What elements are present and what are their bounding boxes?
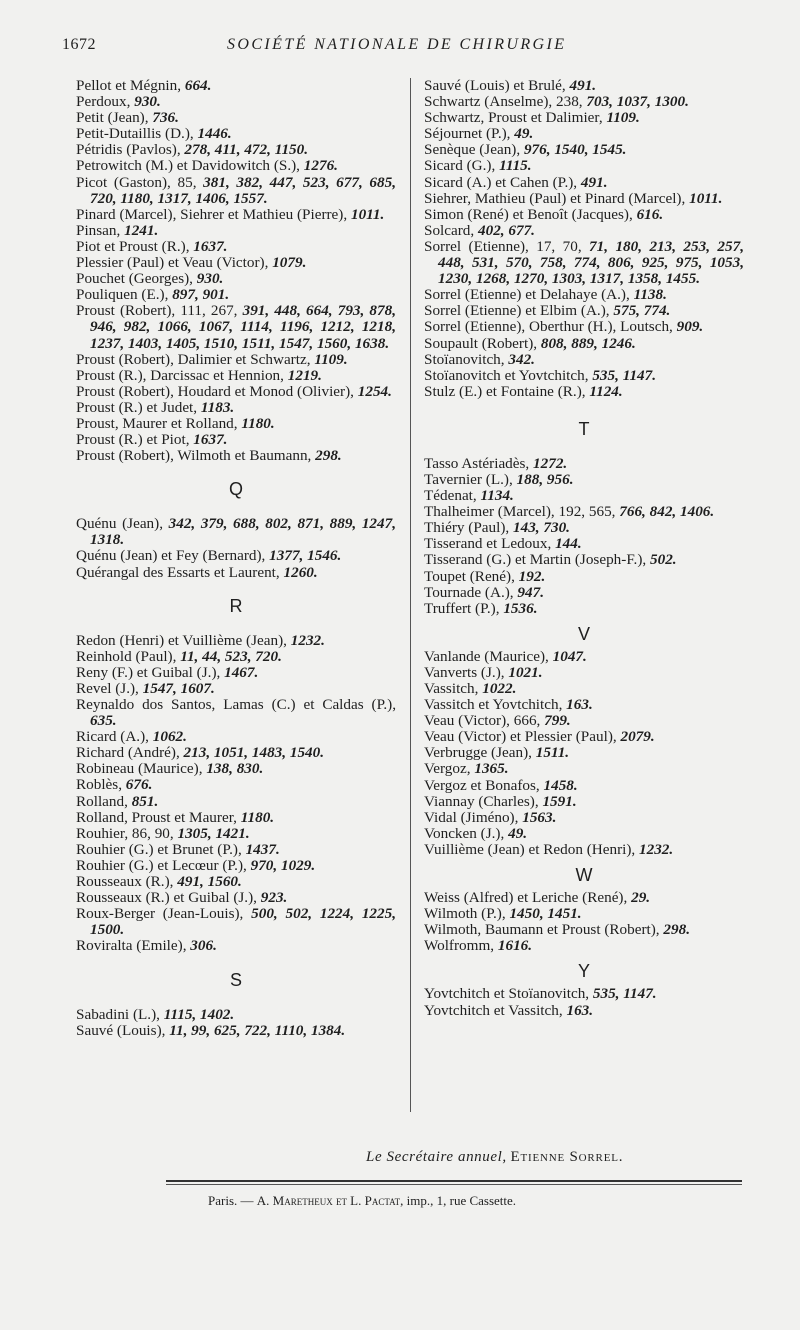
index-entry [424, 158, 744, 174]
entry-page-refs: 49. [508, 824, 528, 842]
entry-page-refs: 1450, 1451. [509, 905, 582, 923]
index-entry [424, 488, 744, 504]
section-letter: Y [577, 961, 590, 982]
entry-author: Proust (R.) et Piot, [76, 431, 194, 449]
index-entry [76, 681, 396, 697]
entry-page-refs: 1062. [152, 728, 187, 746]
entry-author: Séjournet (P.), [424, 125, 515, 143]
entry-page-refs: 1180. [240, 808, 275, 826]
section-letter: Q [228, 479, 243, 500]
entry-author: Tédenat, [424, 487, 481, 505]
entry-page-refs: 1536. [503, 599, 538, 617]
entry-author: Wolfromm, [424, 937, 498, 955]
entry-page-refs: 502. [650, 551, 677, 569]
entry-page-refs: 616. [636, 205, 664, 223]
entry-page-refs: 491. [580, 173, 608, 191]
entry-page-refs: 1219. [287, 366, 322, 384]
entry-author: Weiss (Alfred) et Leriche (René), [424, 889, 632, 907]
signature [366, 1149, 623, 1166]
entry-author: Pouchet (Georges), [76, 270, 197, 288]
index-entry [424, 191, 744, 207]
entry-author: Pinsan, [76, 221, 125, 239]
entry-page-refs: 947. [517, 583, 544, 601]
entry-page-refs: 1458. [543, 776, 578, 794]
entry-page-refs: 163. [566, 1001, 594, 1019]
entry-page-refs: 188, 956. [516, 470, 574, 488]
entry-author: Vanlande (Maurice), [424, 647, 553, 665]
index-entry [76, 352, 396, 368]
entry-page-refs: 11, 99, 625, 722, 1110, 1384. [169, 1021, 346, 1039]
entry-page-refs: 1254. [357, 382, 392, 400]
entry-author: Pouliquen (E.), [76, 286, 173, 304]
section-letter: W [575, 865, 593, 886]
entry-page-refs: 402, 677. [478, 221, 535, 239]
entry-author: Quénu (Jean) et Fey (Bernard), [76, 547, 270, 565]
index-entry [76, 649, 396, 665]
index-entry [424, 368, 744, 384]
entry-author: Quénu (Jean), [76, 515, 169, 533]
entry-page-refs: 1124. [589, 382, 623, 400]
index-entry [76, 810, 396, 826]
entry-page-refs: 1138. [633, 286, 667, 304]
entry-author: Vidal (Jiméno), [424, 808, 523, 826]
index-entry [76, 874, 396, 890]
index-entry [76, 223, 396, 239]
index-entry [76, 665, 396, 681]
entry-page-refs: 1232. [639, 840, 674, 858]
entry-page-refs: 1011. [350, 205, 385, 223]
entry-page-refs: 1022. [482, 680, 517, 697]
index-entry [76, 794, 396, 810]
entry-page-refs: 138, 830. [206, 760, 264, 778]
entry-page-refs: 1437. [245, 840, 280, 858]
entry-author: Thalheimer (Marcel), 192, 565, [424, 503, 620, 521]
entry-author: Simon (René) et Benoît (Jacques), [424, 205, 637, 223]
entry-author: Sauvé (Louis) et Brulé, [424, 77, 570, 94]
section-letter: V [577, 623, 590, 644]
entry-author: Sorrel (Etienne), 17, 70, [424, 237, 590, 255]
entry-author: Ricard (A.), [76, 728, 153, 746]
entry-author: Vassitch, [424, 680, 483, 697]
entry-page-refs: 1180. [241, 414, 275, 432]
index-entry [424, 110, 744, 126]
entry-page-refs: 1616. [497, 937, 533, 955]
entry-page-refs: 491. [569, 77, 597, 94]
entry-author: Rouhier, 86, 90, [76, 824, 178, 842]
entry-page-refs: 1021. [508, 663, 543, 681]
entry-author: Proust (R.), Darcissac et Hennion, [76, 366, 288, 384]
entry-page-refs: 1241. [124, 221, 159, 239]
index-entry [76, 565, 396, 581]
entry-author: Verbrugge (Jean), [424, 744, 536, 762]
index-entry [424, 207, 744, 223]
entry-author: Rousseaux (R.), [76, 873, 178, 891]
entry-page-refs: 976, 1540, 1545. [523, 141, 627, 159]
entry-author: Rolland, Proust et Maurer, [76, 808, 241, 826]
index-entry [76, 777, 396, 793]
index-entry [76, 158, 396, 174]
entry-author: Petrowitch (M.) et Davidowitch (S.), [76, 157, 304, 175]
entry-author: Pinard (Marcel), Siehrer et Mathieu (Pierre), [76, 205, 351, 223]
entry-author: Sorrel (Etienne), Oberthur (H.), Loutsch, [424, 318, 677, 336]
footer-rule-thick [166, 1180, 742, 1182]
entry-page-refs: 1047. [552, 647, 587, 665]
index-entry [424, 94, 744, 110]
index-entry [424, 142, 744, 158]
entry-page-refs: 192. [518, 567, 546, 585]
entry-page-refs: 1011. [689, 189, 723, 207]
entry-author: Vassitch et Yovtchitch, [424, 696, 567, 714]
entry-author: Tasso Astériadès, [424, 454, 534, 472]
index-entry [424, 697, 744, 713]
entry-author: Plessier (Paul) et Veau (Victor), [76, 254, 273, 272]
index-entry [76, 400, 396, 416]
entry-author: Sabadini (L.), [76, 1005, 164, 1023]
entry-page-refs: 342, 379, 688, 802, 871, 889, 1247, 1318. [90, 515, 397, 549]
entry-page-refs: 1134. [480, 487, 514, 505]
imprint-suffix: , imp., 1, rue Cassette. [400, 1193, 517, 1208]
entry-author: Proust (Robert), Dalimier et Schwartz, [76, 350, 315, 368]
entry-author: Reinhold (Paul), [76, 647, 181, 665]
index-entry [424, 601, 744, 617]
index-entry [76, 94, 396, 110]
index-entry [76, 1007, 396, 1023]
entry-page-refs: 1272. [533, 454, 568, 472]
section-letter: R [229, 595, 243, 616]
entry-author: Petit-Dutaillis (D.), [76, 125, 198, 143]
entry-page-refs: 1467. [224, 663, 259, 681]
page-number: 1672 [62, 36, 96, 53]
entry-author: Yovtchitch et Stoïanovitch, [424, 985, 593, 1003]
entry-page-refs: 635. [90, 712, 117, 730]
entry-author: Piot et Proust (R.), [76, 237, 194, 255]
entry-author: Senèque (Jean), [424, 141, 524, 159]
entry-author: Sorrel (Etienne) et Delahaye (A.), [424, 286, 634, 304]
index-entry [424, 239, 744, 287]
index-entry [424, 729, 744, 745]
index-entry [76, 729, 396, 745]
index-entry [424, 938, 744, 954]
section-letter: S [229, 969, 242, 990]
index-entry [76, 697, 396, 729]
index-entry [424, 810, 744, 826]
entry-page-refs: 1591. [542, 792, 577, 810]
entry-page-refs: 676. [125, 776, 153, 794]
index-entry [76, 548, 396, 564]
entry-page-refs: 930. [196, 270, 224, 288]
index-entry [424, 681, 744, 697]
entry-page-refs: 1232. [290, 631, 325, 649]
entry-author: Roviralta (Emile), [76, 937, 191, 955]
entry-author: Siehrer, Mathieu (Paul) et Pinard (Marcel), [424, 189, 690, 207]
entry-page-refs: 500, 502, 1224, 1225, 1500. [90, 905, 396, 939]
entry-author: Pétridis (Pavlos), [76, 141, 185, 159]
index-entry [76, 175, 396, 207]
entry-author: Schwartz, Proust et Dalimier, [424, 109, 607, 127]
entry-page-refs: 1109. [606, 109, 640, 127]
index-entry [424, 890, 744, 906]
entry-page-refs: 143, 730. [513, 519, 570, 537]
entry-page-refs: 1547, 1607. [142, 679, 215, 697]
entry-author: Petit (Jean), [76, 109, 153, 127]
index-entry [424, 1003, 744, 1019]
entry-page-refs: 1637. [193, 237, 228, 255]
entry-author: Tisserand (G.) et Martin (Joseph-F.), [424, 551, 651, 569]
entry-author: Toupet (René), [424, 567, 519, 585]
printer-imprint [208, 1193, 516, 1209]
entry-author: Tavernier (L.), [424, 470, 517, 488]
entry-page-refs: 1365. [474, 760, 509, 778]
index-entry [76, 384, 396, 400]
entry-author: Wilmoth, Baumann et Proust (Robert), [424, 921, 664, 939]
index-entry [76, 516, 396, 548]
index-entry [424, 175, 744, 191]
entry-page-refs: 298. [663, 921, 690, 939]
index-entry [76, 826, 396, 842]
index-entry [424, 794, 744, 810]
index-entry [76, 287, 396, 303]
index-entry [76, 858, 396, 874]
entry-author: Rousseaux (R.) et Guibal (J.), [76, 889, 261, 907]
entry-page-refs: 1260. [283, 563, 318, 581]
index-entry [76, 633, 396, 649]
entry-page-refs: 1305, 1421. [177, 824, 250, 842]
entry-page-refs: 71, 180, 213, 253, 257, 448, 531, 570, 758, 774, 806, 925, 975, 1053, 1230, 1268, 1270, 1303, 1317, 1358, 1455. [438, 237, 744, 288]
entry-page-refs: 736. [152, 109, 179, 127]
index-entry [424, 504, 744, 520]
index-entry [424, 922, 744, 938]
index-entry [424, 649, 744, 665]
entry-page-refs: 851. [131, 792, 159, 810]
index-entry [76, 207, 396, 223]
entry-page-refs: 909. [676, 318, 704, 336]
index-entry [424, 384, 744, 400]
entry-author: Proust (Robert), Houdard et Monod (Olivier), [76, 382, 358, 400]
entry-page-refs: 306. [190, 937, 217, 955]
entry-author: Rolland, [76, 792, 132, 810]
entry-author: Vanverts (J.), [424, 663, 509, 681]
entry-author: Schwartz (Anselme), 238, [424, 93, 587, 111]
entry-author: Sauvé (Louis), [76, 1021, 170, 1039]
index-entry [424, 303, 744, 319]
entry-page-refs: 1446. [197, 125, 232, 143]
footer-rule-thin [166, 1184, 742, 1185]
entry-author: Voncken (J.), [424, 824, 509, 842]
signature-name: Etienne Sorrel. [510, 1149, 624, 1165]
index-entry [424, 745, 744, 761]
entry-page-refs: 799. [544, 712, 571, 730]
entry-author: Robineau (Maurice), [76, 760, 207, 778]
index-entry [76, 745, 396, 761]
index-entry [76, 255, 396, 271]
entry-author: Redon (Henri) et Vuillième (Jean), [76, 631, 291, 649]
entry-author: Sicard (G.), [424, 157, 500, 175]
index-entry [76, 890, 396, 906]
entry-author: Revel (J.), [76, 679, 143, 697]
entry-author: Thiéry (Paul), [424, 519, 513, 537]
entry-author: Solcard, [424, 221, 478, 239]
entry-author: Reny (F.) et Guibal (J.), [76, 663, 225, 681]
entry-page-refs: 923. [260, 889, 288, 907]
index-entry [76, 368, 396, 384]
entry-author: Proust (R.) et Judet, [76, 398, 201, 416]
index-entry [424, 585, 744, 601]
entry-page-refs: 1079. [272, 254, 307, 272]
entry-author: Vuillième (Jean) et Redon (Henri), [424, 840, 640, 858]
entry-author: Tournade (A.), [424, 583, 518, 601]
entry-page-refs: 1563. [522, 808, 557, 826]
index-entry [424, 826, 744, 842]
entry-author: Sicard (A.) et Cahen (P.), [424, 173, 581, 191]
index-entry [424, 319, 744, 335]
index-entry [76, 126, 396, 142]
entry-author: Roux-Berger (Jean-Louis), [76, 905, 252, 923]
index-entry [424, 569, 744, 585]
index-entry [424, 223, 744, 239]
entry-author: Perdoux, [76, 93, 135, 111]
imprint-prefix: Paris. — [208, 1193, 257, 1208]
entry-author: Soupault (Robert), [424, 334, 541, 352]
index-entry [424, 906, 744, 922]
left-column [76, 78, 396, 1039]
entry-author: Roblès, [76, 776, 126, 794]
entry-page-refs: 664. [184, 77, 212, 94]
index-entry [424, 842, 744, 858]
entry-author: Truffert (P.), [424, 599, 504, 617]
entry-page-refs: 342. [508, 350, 535, 368]
index-entry [424, 472, 744, 488]
entry-page-refs: 535, 1147. [592, 366, 657, 384]
entry-page-refs: 391, 448, 664, 793, 878, 946, 982, 1066, 1067, 1114, 1196, 1212, 1218, 1237, 1403, 1405, 1510, 1511, 1547, 1560, 1638. [90, 302, 396, 352]
index-entry [76, 416, 396, 432]
index-entry [76, 448, 396, 464]
entry-author: Quérangal des Essarts et Laurent, [76, 563, 284, 581]
index-entry [424, 552, 744, 568]
entry-page-refs: 278, 411, 472, 1150. [184, 141, 309, 159]
entry-page-refs: 491, 1560. [177, 873, 242, 891]
entry-page-refs: 1637. [193, 431, 228, 449]
entry-page-refs: 1511. [535, 744, 570, 762]
index-entry [424, 287, 744, 303]
index-entry [76, 78, 396, 94]
entry-page-refs: 2079. [620, 728, 655, 746]
index-entry [424, 778, 744, 794]
index-entry [76, 842, 396, 858]
imprint-printers: A. Maretheux et L. Pactat [256, 1193, 401, 1208]
entry-author: Richard (André), [76, 744, 184, 762]
entry-author: Viannay (Charles), [424, 792, 543, 810]
entry-page-refs: 1183. [200, 398, 235, 416]
index-entry [424, 352, 744, 368]
entry-page-refs: 11, 44, 523, 720. [180, 647, 282, 665]
entry-author: Pellot et Mégnin, [76, 77, 185, 94]
entry-author: Vergoz et Bonafos, [424, 776, 544, 794]
entry-page-refs: 703, 1037, 1300. [586, 93, 689, 111]
entry-author: Proust, Maurer et Rolland, [76, 414, 242, 432]
index-entry [76, 906, 396, 938]
entry-author: Reynaldo dos Santos, Lamas (C.) et Caldas (P.), [76, 696, 396, 713]
entry-page-refs: 575, 774. [613, 302, 671, 320]
entry-page-refs: 381, 382, 447, 523, 677, 685, 720, 1180, 1317, 1406, 1557. [90, 173, 396, 207]
index-entry [424, 536, 744, 552]
entry-author: Veau (Victor), 666, [424, 712, 545, 730]
index-entry [76, 239, 396, 255]
entry-author: Rouhier (G.) et Lecœur (P.), [76, 856, 251, 874]
entry-page-refs: 163. [566, 696, 593, 714]
index-entry [424, 665, 744, 681]
entry-page-refs: 298. [315, 447, 342, 465]
index-entry [76, 142, 396, 158]
entry-author: Sorrel (Etienne) et Elbim (A.), [424, 302, 614, 320]
index-entry [76, 1023, 396, 1039]
running-title: SOCIÉTÉ NATIONALE DE CHIRURGIE [227, 36, 567, 53]
entry-page-refs: 535, 1147. [592, 985, 657, 1003]
index-entry [76, 110, 396, 126]
index-entry [76, 761, 396, 777]
entry-author: Stoïanovitch et Yovtchitch, [424, 366, 593, 384]
index-entry [424, 78, 744, 94]
entry-author: Stoïanovitch, [424, 350, 509, 368]
entry-page-refs: 213, 1051, 1483, 1540. [183, 744, 325, 762]
entry-author: Veau (Victor) et Plessier (Paul), [424, 728, 621, 746]
index-entry [424, 986, 744, 1002]
entry-author: Rouhier (G.) et Brunet (P.), [76, 840, 246, 858]
index-entry [424, 713, 744, 729]
entry-page-refs: 1115, 1402. [163, 1005, 235, 1023]
entry-page-refs: 1377, 1546. [269, 547, 342, 565]
index-entry [424, 520, 744, 536]
index-entry [76, 938, 396, 954]
index-entry [76, 271, 396, 287]
entry-author: Proust (Robert), Wilmoth et Baumann, [76, 447, 316, 465]
right-column [424, 78, 744, 1019]
entry-author: Proust (Robert), 111, 267, [76, 302, 243, 320]
entry-author: Stulz (E.) et Fontaine (R.), [424, 382, 590, 400]
entry-page-refs: 1109. [314, 350, 348, 368]
entry-page-refs: 29. [631, 889, 651, 907]
column-divider [410, 78, 411, 1112]
index-entry [424, 456, 744, 472]
entry-page-refs: 766, 842, 1406. [619, 503, 715, 521]
index-entry [76, 303, 396, 351]
entry-page-refs: 144. [555, 535, 582, 553]
entry-page-refs: 1276. [303, 157, 338, 175]
entry-author: Picot (Gaston), 85, [76, 173, 204, 191]
index-entry [424, 126, 744, 142]
section-letter: T [578, 418, 590, 439]
entry-author: Yovtchitch et Vassitch, [424, 1001, 567, 1019]
signature-role: Le Secrétaire annuel, [366, 1149, 507, 1165]
entry-page-refs: 808, 889, 1246. [540, 334, 636, 352]
entry-page-refs: 897, 901. [172, 286, 230, 304]
entry-page-refs: 49. [514, 125, 534, 143]
entry-author: Tisserand et Ledoux, [424, 535, 556, 553]
entry-page-refs: 1115. [499, 157, 532, 175]
entry-page-refs: 970, 1029. [250, 856, 316, 874]
entry-author: Wilmoth (P.), [424, 905, 510, 923]
index-entry [76, 432, 396, 448]
entry-author: Vergoz, [424, 760, 475, 778]
page-header [62, 36, 642, 60]
index-entry [424, 336, 744, 352]
index-entry [424, 761, 744, 777]
entry-page-refs: 930. [134, 93, 161, 111]
